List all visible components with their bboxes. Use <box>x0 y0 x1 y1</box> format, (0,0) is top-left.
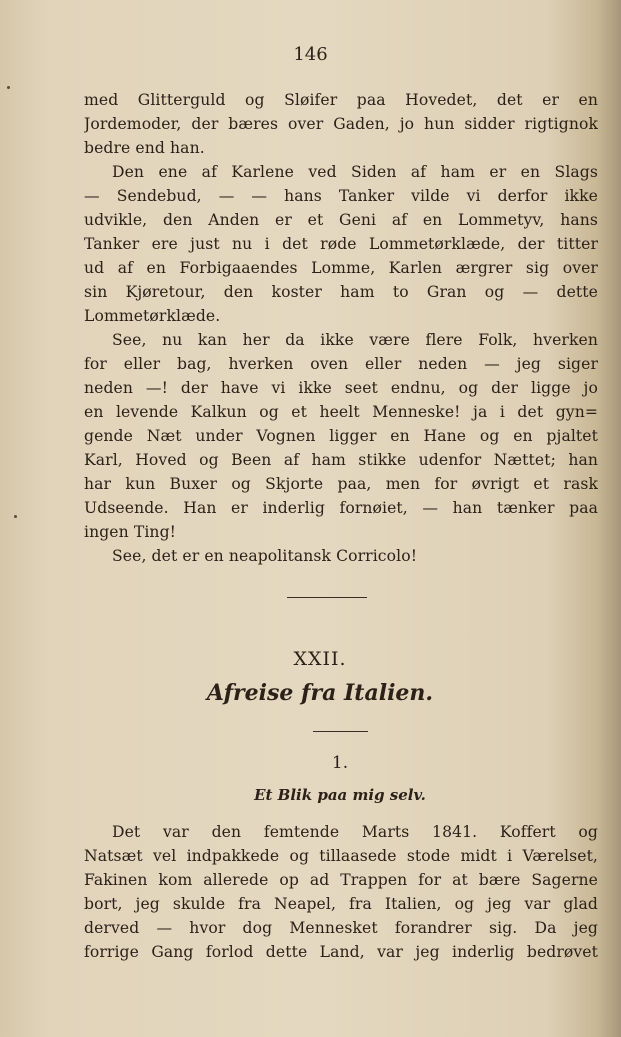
text-line: gende Næt under Vognen ligger en Hane og en pjaltet <box>84 427 598 445</box>
text-line: bort, jeg skulde fra Neapel, fra Italien, og jeg var glad <box>84 895 598 913</box>
text-line: ingen Ting! <box>84 523 177 541</box>
text-line: Lommetørklæde. <box>84 307 221 325</box>
page-number: 146 <box>293 44 328 65</box>
chapter-title: Afreise fra Italien. <box>206 680 434 706</box>
text-line: med Glitterguld og Sløifer paa Hovedet, det er en <box>84 91 598 109</box>
text-line: bedre end han. <box>84 139 205 157</box>
text-line: Udseende. Han er inderlig fornøiet, — han tænker paa <box>84 499 598 517</box>
text-line: derved — hvor dog Mennesket forandrer sig. Da jeg <box>84 919 598 937</box>
text-line: See, nu kan her da ikke være flere Folk, hverken <box>112 331 598 349</box>
text-line: en levende Kalkun og et heelt Menneske! ja i det gyn= <box>84 403 598 421</box>
text-line: Natsæt vel indpakkede og tillaasede stode midt i Værelset, <box>84 847 598 865</box>
text-line: udvikle, den Anden er et Geni af en Lommetyv, hans <box>84 211 598 229</box>
text-line: Jordemoder, der bæres over Gaden, jo hun sidder rigtignok <box>84 115 598 133</box>
text-line: har kun Buxer og Skjorte paa, men for øvrigt et rask <box>84 475 598 493</box>
text-line: Den ene af Karlene ved Siden af ham er en Slags <box>112 163 598 181</box>
body-text-top <box>84 88 598 568</box>
paper-speck <box>7 86 10 89</box>
chapter-numeral: XXII. <box>293 648 347 670</box>
text-line: neden —! der have vi ikke seet endnu, og der ligge jo <box>84 379 598 397</box>
body-text-bottom <box>84 820 598 964</box>
text-line: sin Kjøretour, den koster ham to Gran og — dette <box>84 283 598 301</box>
section-divider <box>287 597 367 598</box>
text-line: Fakinen kom allerede op ad Trappen for at bære Sagerne <box>84 871 598 889</box>
paper-speck <box>14 515 17 518</box>
text-line: ud af en Forbigaaendes Lomme, Karlen ærgrer sig over <box>84 259 598 277</box>
text-line: Det var den femtende Marts 1841. Koffert og <box>112 823 598 841</box>
text-line: for eller bag, hverken oven eller neden — jeg siger <box>84 355 598 373</box>
title-divider <box>313 731 368 732</box>
text-line: forrige Gang forlod dette Land, var jeg inderlig bedrøvet <box>84 943 598 961</box>
text-line: — Sendebud, — — hans Tanker vilde vi derfor ikke <box>84 187 598 205</box>
section-title: Et Blik paa mig selv. <box>254 786 426 804</box>
text-line: See, det er en neapolitansk Corricolo! <box>112 547 418 565</box>
text-line: Karl, Hoved og Been af ham stikke udenfor Nættet; han <box>84 451 598 469</box>
text-line: Tanker ere just nu i det røde Lommetørklæde, der titter <box>84 235 598 253</box>
section-number: 1. <box>331 753 349 773</box>
